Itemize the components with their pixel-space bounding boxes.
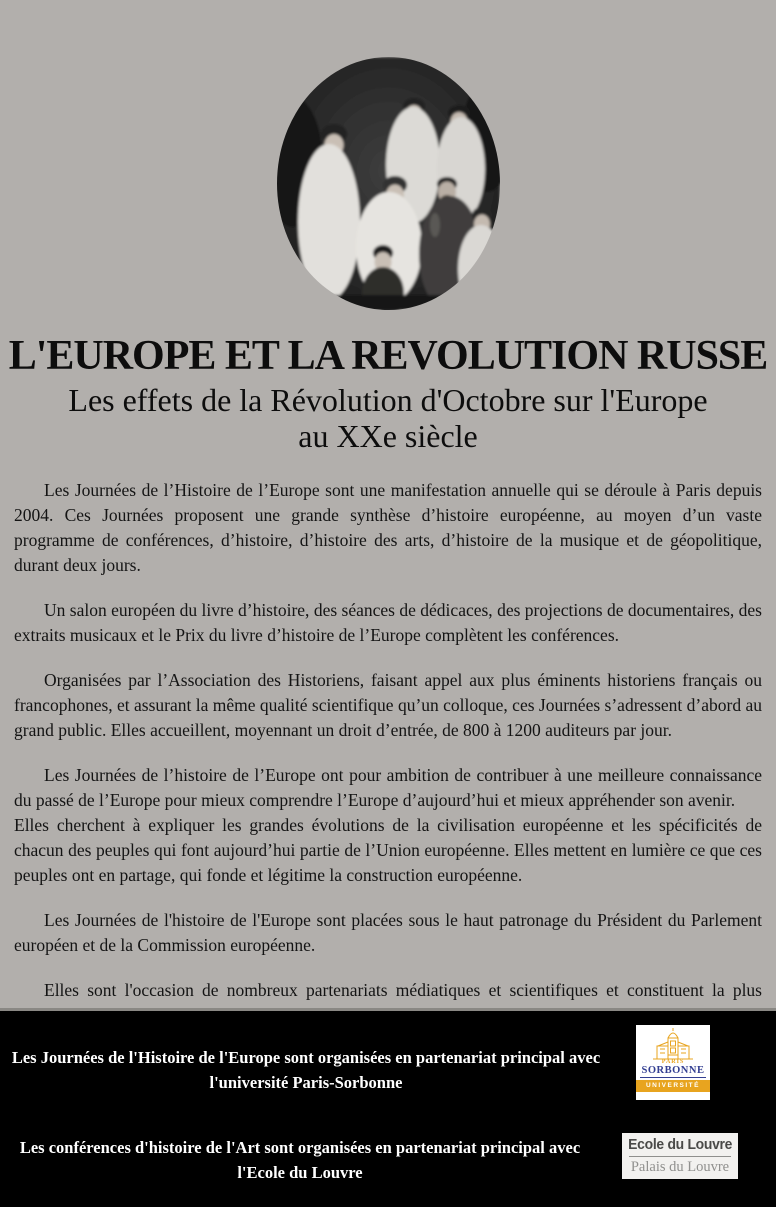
subtitle-line-1: Les effets de la Révolution d'Octobre sur l'Europe: [68, 382, 708, 418]
partner-sorbonne-line-1: Les Journées de l'Histoire de l'Europe sont organisées en partenariat principal avec: [11, 1048, 601, 1067]
paragraph-5: Elles cherchent à expliquer les grandes évolutions de la civilisation européenne et les spécificités de chacun des peuples qui font aujourd’hui partie de l’Union européenne. Elles mettent en lumière ce que ces peuples ont en partage, qui fonde et légitime la construction européenne.: [14, 815, 762, 885]
partner-text-louvre: [0, 1135, 600, 1185]
paragraph-2: Un salon européen du livre d’histoire, des séances de dédicaces, des projections de documentaires, des extraits musicaux et le Prix du livre d’histoire de l’Europe complètent les conférences.: [14, 600, 762, 645]
page-title: L'EUROPE ET LA REVOLUTION RUSSE: [8, 333, 768, 379]
sorbonne-building-icon: [651, 1027, 695, 1063]
paris-sorbonne-logo: [636, 1025, 710, 1100]
paragraph-4: Les Journées de l’histoire de l’Europe ont pour ambition de contribuer à une meilleure connaissance du passé de l’Europe pour mieux comprendre l’Europe d’aujourd’hui et mieux appréhender son avenir.: [14, 765, 762, 810]
page-subtitle: [0, 382, 776, 454]
louvre-logo-subtitle: Palais du Louvre: [630, 1159, 730, 1175]
partner-louvre-line-1: Les conférences d'histoire de l'Art sont organisées en partenariat principal avec: [19, 1138, 581, 1157]
paragraph-7: Elles sont l'occasion de nombreux partenariats médiatiques et scientifiques et constituent la plus: [44, 980, 762, 1000]
partner-sorbonne-line-2: l'université Paris-Sorbonne: [209, 1073, 403, 1092]
ecole-du-louvre-logo: [622, 1133, 738, 1179]
body-text: [0, 478, 776, 1048]
romanov-family-photo: [277, 57, 500, 310]
partner-text-sorbonne: [0, 1045, 612, 1095]
paragraph-1: Les Journées de l’Histoire de l’Europe sont une manifestation annuelle qui se déroule à Paris depuis 2004. Ces Journées proposent une grande synthèse d’histoire européenne, au moyen d’un vaste programme de conférences, d’histoire, d’histoire des arts, d’histoire de la musique et de géopolitique, durant deux jours.: [14, 480, 762, 575]
footer-background: [0, 1011, 776, 1207]
paragraph-6: Les Journées de l'histoire de l'Europe sont placées sous le haut patronage du Président du Parlement européen et de la Commission européenne.: [14, 910, 762, 955]
sorbonne-logo-name: SORBONNE: [641, 1065, 705, 1076]
sorbonne-logo-universite-bar: UNIVERSITÉ: [636, 1080, 710, 1092]
subtitle-line-2: au XXe siècle: [298, 418, 478, 454]
romanov-family-photo-image: [277, 57, 500, 310]
sorbonne-logo-paris-label: PARIS: [661, 1059, 685, 1065]
partner-louvre-line-2: l'Ecole du Louvre: [237, 1163, 363, 1182]
footer: [0, 1008, 776, 1207]
louvre-logo-rule: [629, 1156, 731, 1157]
louvre-logo-name: Ecole du Louvre: [628, 1137, 732, 1153]
paragraph-3: Organisées par l’Association des Historiens, faisant appel aux plus éminents historiens français ou francophones, et assurant la même qualité scientifique qu’un colloque, ces Journées s’adressent d’abord au grand public. Elles accueillent, moyennant un droit d’entrée, de 800 à 1200 auditeurs par jour.: [14, 670, 762, 740]
